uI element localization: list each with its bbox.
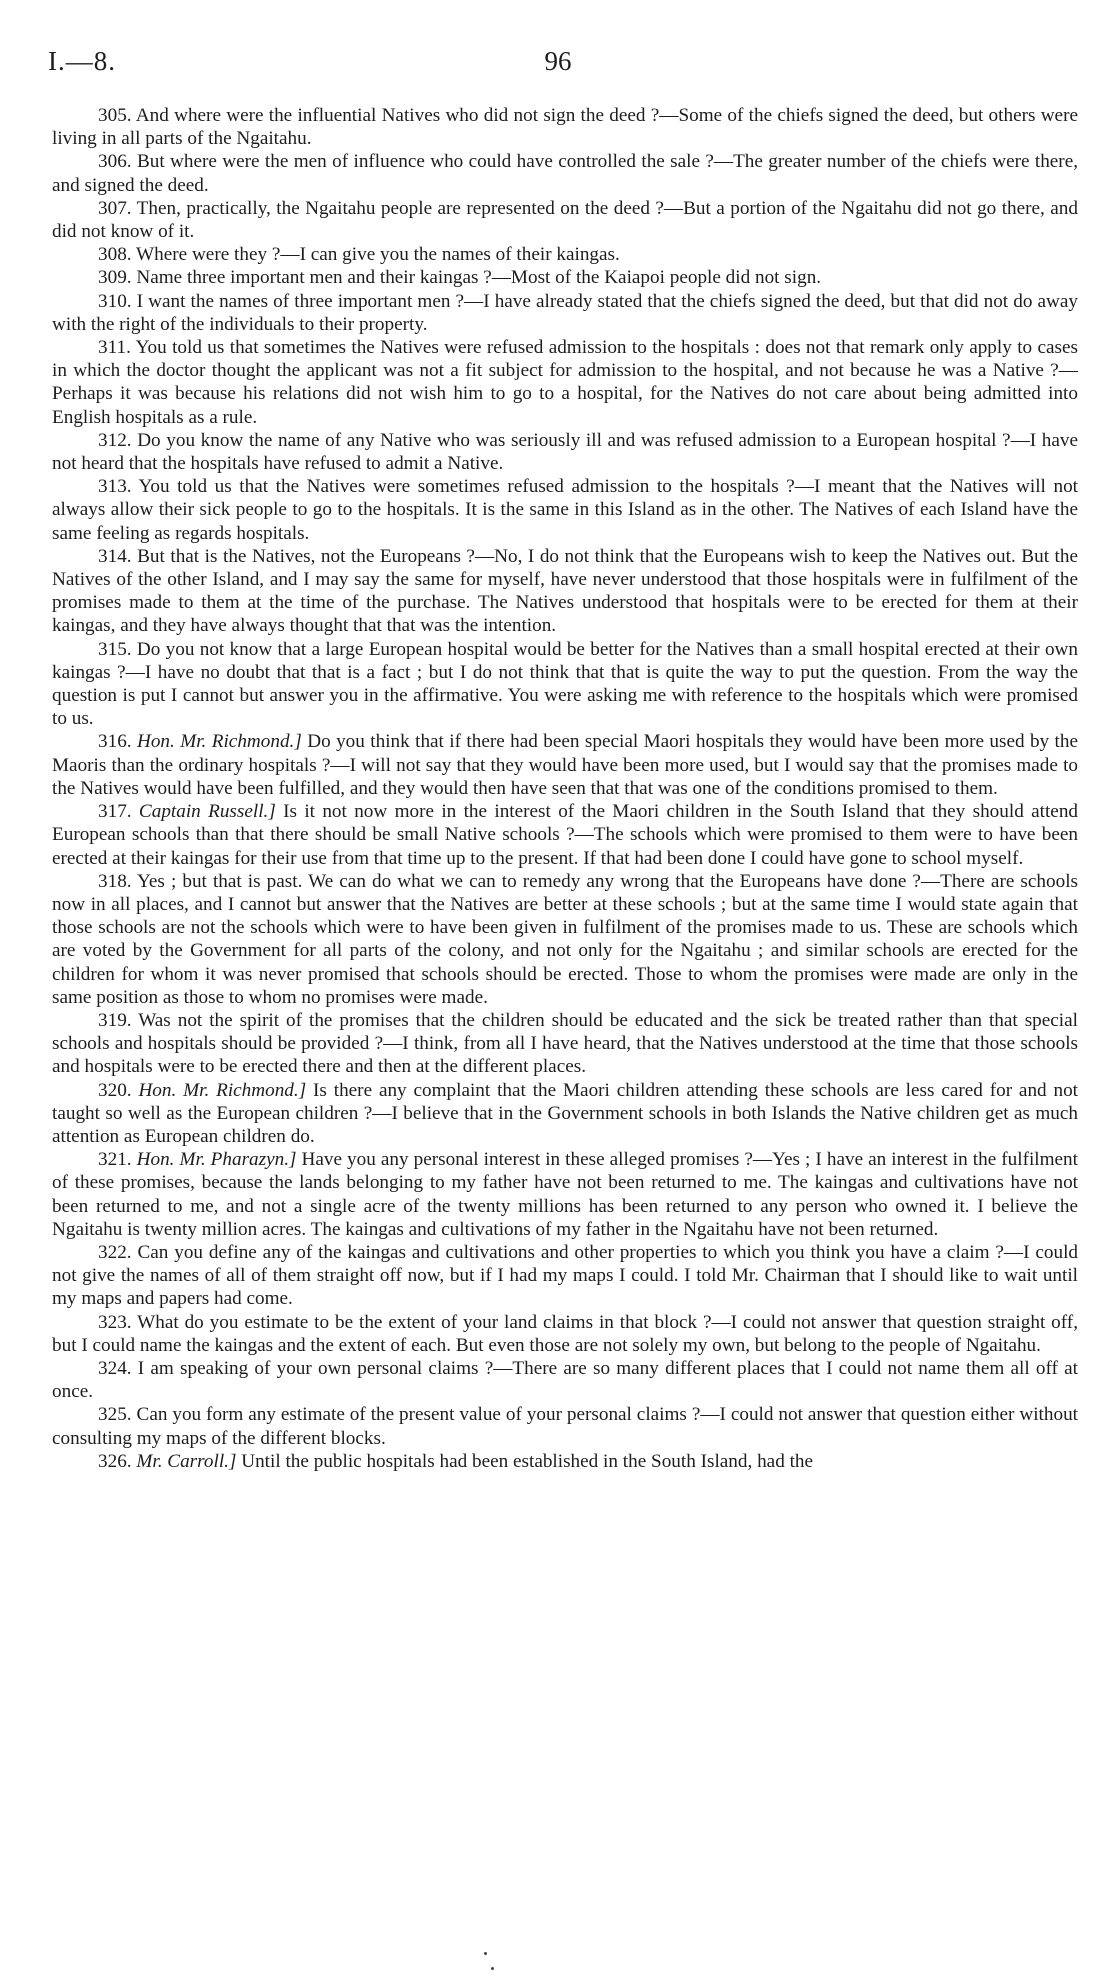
paragraph-number: 323. — [98, 1311, 132, 1333]
paragraph-313 — [52, 475, 1078, 545]
paragraph-305 — [52, 104, 1078, 150]
paragraph-text: Where were they ?—I can give you the names of their kaingas. — [136, 244, 620, 266]
paragraph-number: 321. — [98, 1149, 132, 1171]
paragraph-321 — [52, 1148, 1078, 1241]
paragraph-306 — [52, 150, 1078, 196]
paragraph-number: 324. — [98, 1357, 132, 1379]
paragraph-number: 309. — [98, 267, 132, 289]
paragraph-text: You told us that sometimes the Natives were refused admission to the hospitals : does not that remark only apply to cases in which the doctor thought the applicant was not a fit subject for admission to the hospital, and not because he was a Native ?—Perhaps it was because his relations did not wish him to go to a hospital, for the Natives do not care about being admitted into English hospitals as a rule. — [52, 337, 1078, 428]
paragraph-number: 320. — [98, 1079, 132, 1101]
document-body — [52, 104, 1078, 1473]
paragraph-309 — [52, 266, 1078, 289]
paragraph-number: 322. — [98, 1241, 132, 1263]
paragraph-326 — [52, 1450, 1078, 1473]
paragraph-318 — [52, 870, 1078, 1009]
paragraph-number: 310. — [98, 290, 132, 312]
paragraph-number: 307. — [98, 197, 132, 219]
paragraph-text: But where were the men of influence who could have controlled the sale ?—The greater number of the chiefs were there, and signed the deed. — [52, 151, 1079, 196]
paragraph-text: Until the public hospitals had been established in the South Island, had the — [241, 1450, 814, 1472]
paragraph-number: 316. — [98, 731, 132, 753]
paragraph-text: Have you any personal interest in these alleged promises ?—Yes ; I have an interest in the fulfilment of these promises, because the lands belonging to my father have not been returned to me. The kaingas and cultivations have not been returned to me, and not a single acre of the twenty millions has been returned to any person who owned it. I believe the Ngaitahu is twenty million acres. The kaingas and cultivations of my father in the Ngaitahu have not been returned. — [52, 1149, 1078, 1240]
paragraph-number: 312. — [98, 429, 132, 451]
page-number: 96 — [544, 46, 572, 76]
paragraph-number: 319. — [98, 1009, 132, 1031]
paragraph-text: Do you not know that a large European hospital would be better for the Natives than a small hospital erected at their own kaingas ?—I have no doubt that that is a fact ; but I do not think that that is quite the way to put the question. From the way the question is put I cannot but answer you in the affirmative. You were asking me with reference to the hospitals which were promised to us. — [52, 638, 1079, 730]
speaker-name: Hon. Mr. Richmond.] — [136, 731, 302, 753]
speaker-name: Hon. Mr. Richmond.] — [138, 1079, 307, 1101]
page-header — [48, 46, 1068, 86]
speaker-name: Captain Russell.] — [138, 801, 276, 823]
paragraph-text: Then, practically, the Ngaitahu people are represented on the deed ?—But a portion of the Ngaitahu did not go there, and did not know of it. — [52, 197, 1078, 243]
paragraph-number: 317. — [98, 801, 132, 823]
paragraph-text: I am speaking of your own personal claims ?—There are so many different places that I could not name them all off at once. — [52, 1357, 1078, 1403]
document-reference: I.—8. — [48, 46, 116, 76]
paragraph-number: 311. — [98, 337, 131, 359]
paragraph-322 — [52, 1241, 1078, 1311]
speaker-name: Hon. Mr. Pharazyn.] — [136, 1149, 297, 1171]
paragraph-text: Yes ; but that is past. We can do what we can to remedy any wrong that the Europeans have done ?—There are schools now in all places, and I cannot but answer that the Natives are better at these schools ; but at the same time I would state again that those schools are not the schools which were to have been given in fulfilment of the promises made to us. These are schools which are voted by the Government for all parts of the colony, and not only for the Ngaitahu ; and similar schools are erected for the children for whom it was never promised that schools should be erected. Those to whom the promises were made are only in the same position as those to whom no promises were made. — [52, 870, 1078, 1008]
paragraph-307 — [52, 197, 1078, 243]
paragraph-311 — [52, 336, 1078, 429]
paragraph-text: Name three important men and their kaingas ?—Most of the Kaiapoi people did not sign. — [136, 267, 822, 289]
paragraph-text: But that is the Natives, not the Europeans ?—No, I do not think that the Europeans wish to keep the Natives out. But the Natives of the other Island, and I may say the same for myself, have never understood that those hospitals were in fulfilment of the promises made to them at the time of the purchase. The Natives understood that hospitals were to be erected for them at their kaingas, and they have always thought that that was the intention. — [52, 545, 1078, 637]
speaker-name: Mr. Carroll.] — [136, 1450, 237, 1472]
paragraph-number: 325. — [98, 1404, 132, 1426]
paragraph-312 — [52, 429, 1078, 475]
paragraph-text: And where were the influential Natives who did not sign the deed ?—Some of the chiefs signed the deed, but others were living in all parts of the Ngaitahu. — [52, 105, 1078, 150]
paragraph-text: Can you form any estimate of the present value of your personal claims ?—I could not answer that question either without consulting my maps of the different blocks. — [52, 1404, 1079, 1449]
paragraph-316 — [52, 730, 1078, 800]
paragraph-315 — [52, 638, 1078, 731]
paragraph-text: Was not the spirit of the promises that the children should be educated and the sick be treated rather than that special schools and hospitals should be provided ?—I think, from all I have heard, that the Natives understood at the time that those schools and hospitals were to be erected there and then at the different places. — [52, 1009, 1078, 1078]
paragraph-319 — [52, 1009, 1078, 1079]
paragraph-317 — [52, 800, 1078, 870]
paragraph-text: Do you know the name of any Native who was seriously ill and was refused admission to a European hospital ?—I have not heard that the hospitals have refused to admit a Native. — [52, 429, 1078, 475]
paragraph-text: Can you define any of the kaingas and cultivations and other properties to which you think you have a claim ?—I could not give the names of all of them straight off now, but if I had my maps I could. I told Mr. Chairman that I should like to wait until my maps and papers had come. — [52, 1241, 1079, 1310]
paragraph-325 — [52, 1403, 1078, 1449]
paragraph-text: What do you estimate to be the extent of your land claims in that block ?—I could not answer that question straight off, but I could name the kaingas and the extent of each. But even those are not solely my own, but belong to the people of Ngaitahu. — [52, 1311, 1078, 1356]
paragraph-text: Is it not now more in the interest of the Maori children in the South Island that they should attend European schools than that there should be small Native schools ?—The schools which were promised to them were to have been erected at their kaingas for their use from that time up to the present. If that had been done I could have gone to school myself. — [52, 801, 1079, 869]
paragraph-number: 326. — [98, 1450, 132, 1472]
paragraph-308 — [52, 243, 1078, 266]
paragraph-number: 318. — [98, 870, 132, 892]
paragraph-text: Is there any complaint that the Maori children attending these schools are less cared for and not taught so well as the European children ?—I believe that in the Government schools in both Islands the Native children get as much attention as European children do. — [52, 1079, 1079, 1147]
paragraph-number: 305. — [98, 105, 132, 126]
paragraph-text: You told us that the Natives were sometimes refused admission to the hospitals ?—I meant that the Natives will not always allow their sick people to go to the hospitals. It is the same in this Island as in the other. The Natives of each Island have the same feeling as regards hospitals. — [52, 476, 1078, 544]
paragraph-number: 306. — [98, 151, 132, 173]
paragraph-310 — [52, 290, 1078, 336]
paragraph-text: I want the names of three important men ?—I have already stated that the chiefs signed the deed, but that did not do away with the right of the individuals to their property. — [52, 290, 1078, 335]
paragraph-number: 313. — [98, 476, 132, 498]
paragraph-324 — [52, 1357, 1078, 1403]
paragraph-314 — [52, 545, 1078, 638]
paragraph-text: Do you think that if there had been special Maori hospitals they would have been more used by the Maoris than the ordinary hospitals ?—I will not say that they would have been more used, but I would say that the promises made to the Natives would have been fulfilled, and they would then have seen that that was one of the conditions promised to them. — [52, 731, 1079, 799]
paragraph-number: 308. — [98, 244, 132, 266]
paragraph-320 — [52, 1079, 1078, 1149]
paragraph-number: 314. — [98, 545, 132, 567]
scan-speck — [484, 1952, 487, 1955]
paragraph-323 — [52, 1311, 1078, 1357]
scan-speck — [491, 1967, 494, 1970]
paragraph-number: 315. — [98, 638, 132, 660]
